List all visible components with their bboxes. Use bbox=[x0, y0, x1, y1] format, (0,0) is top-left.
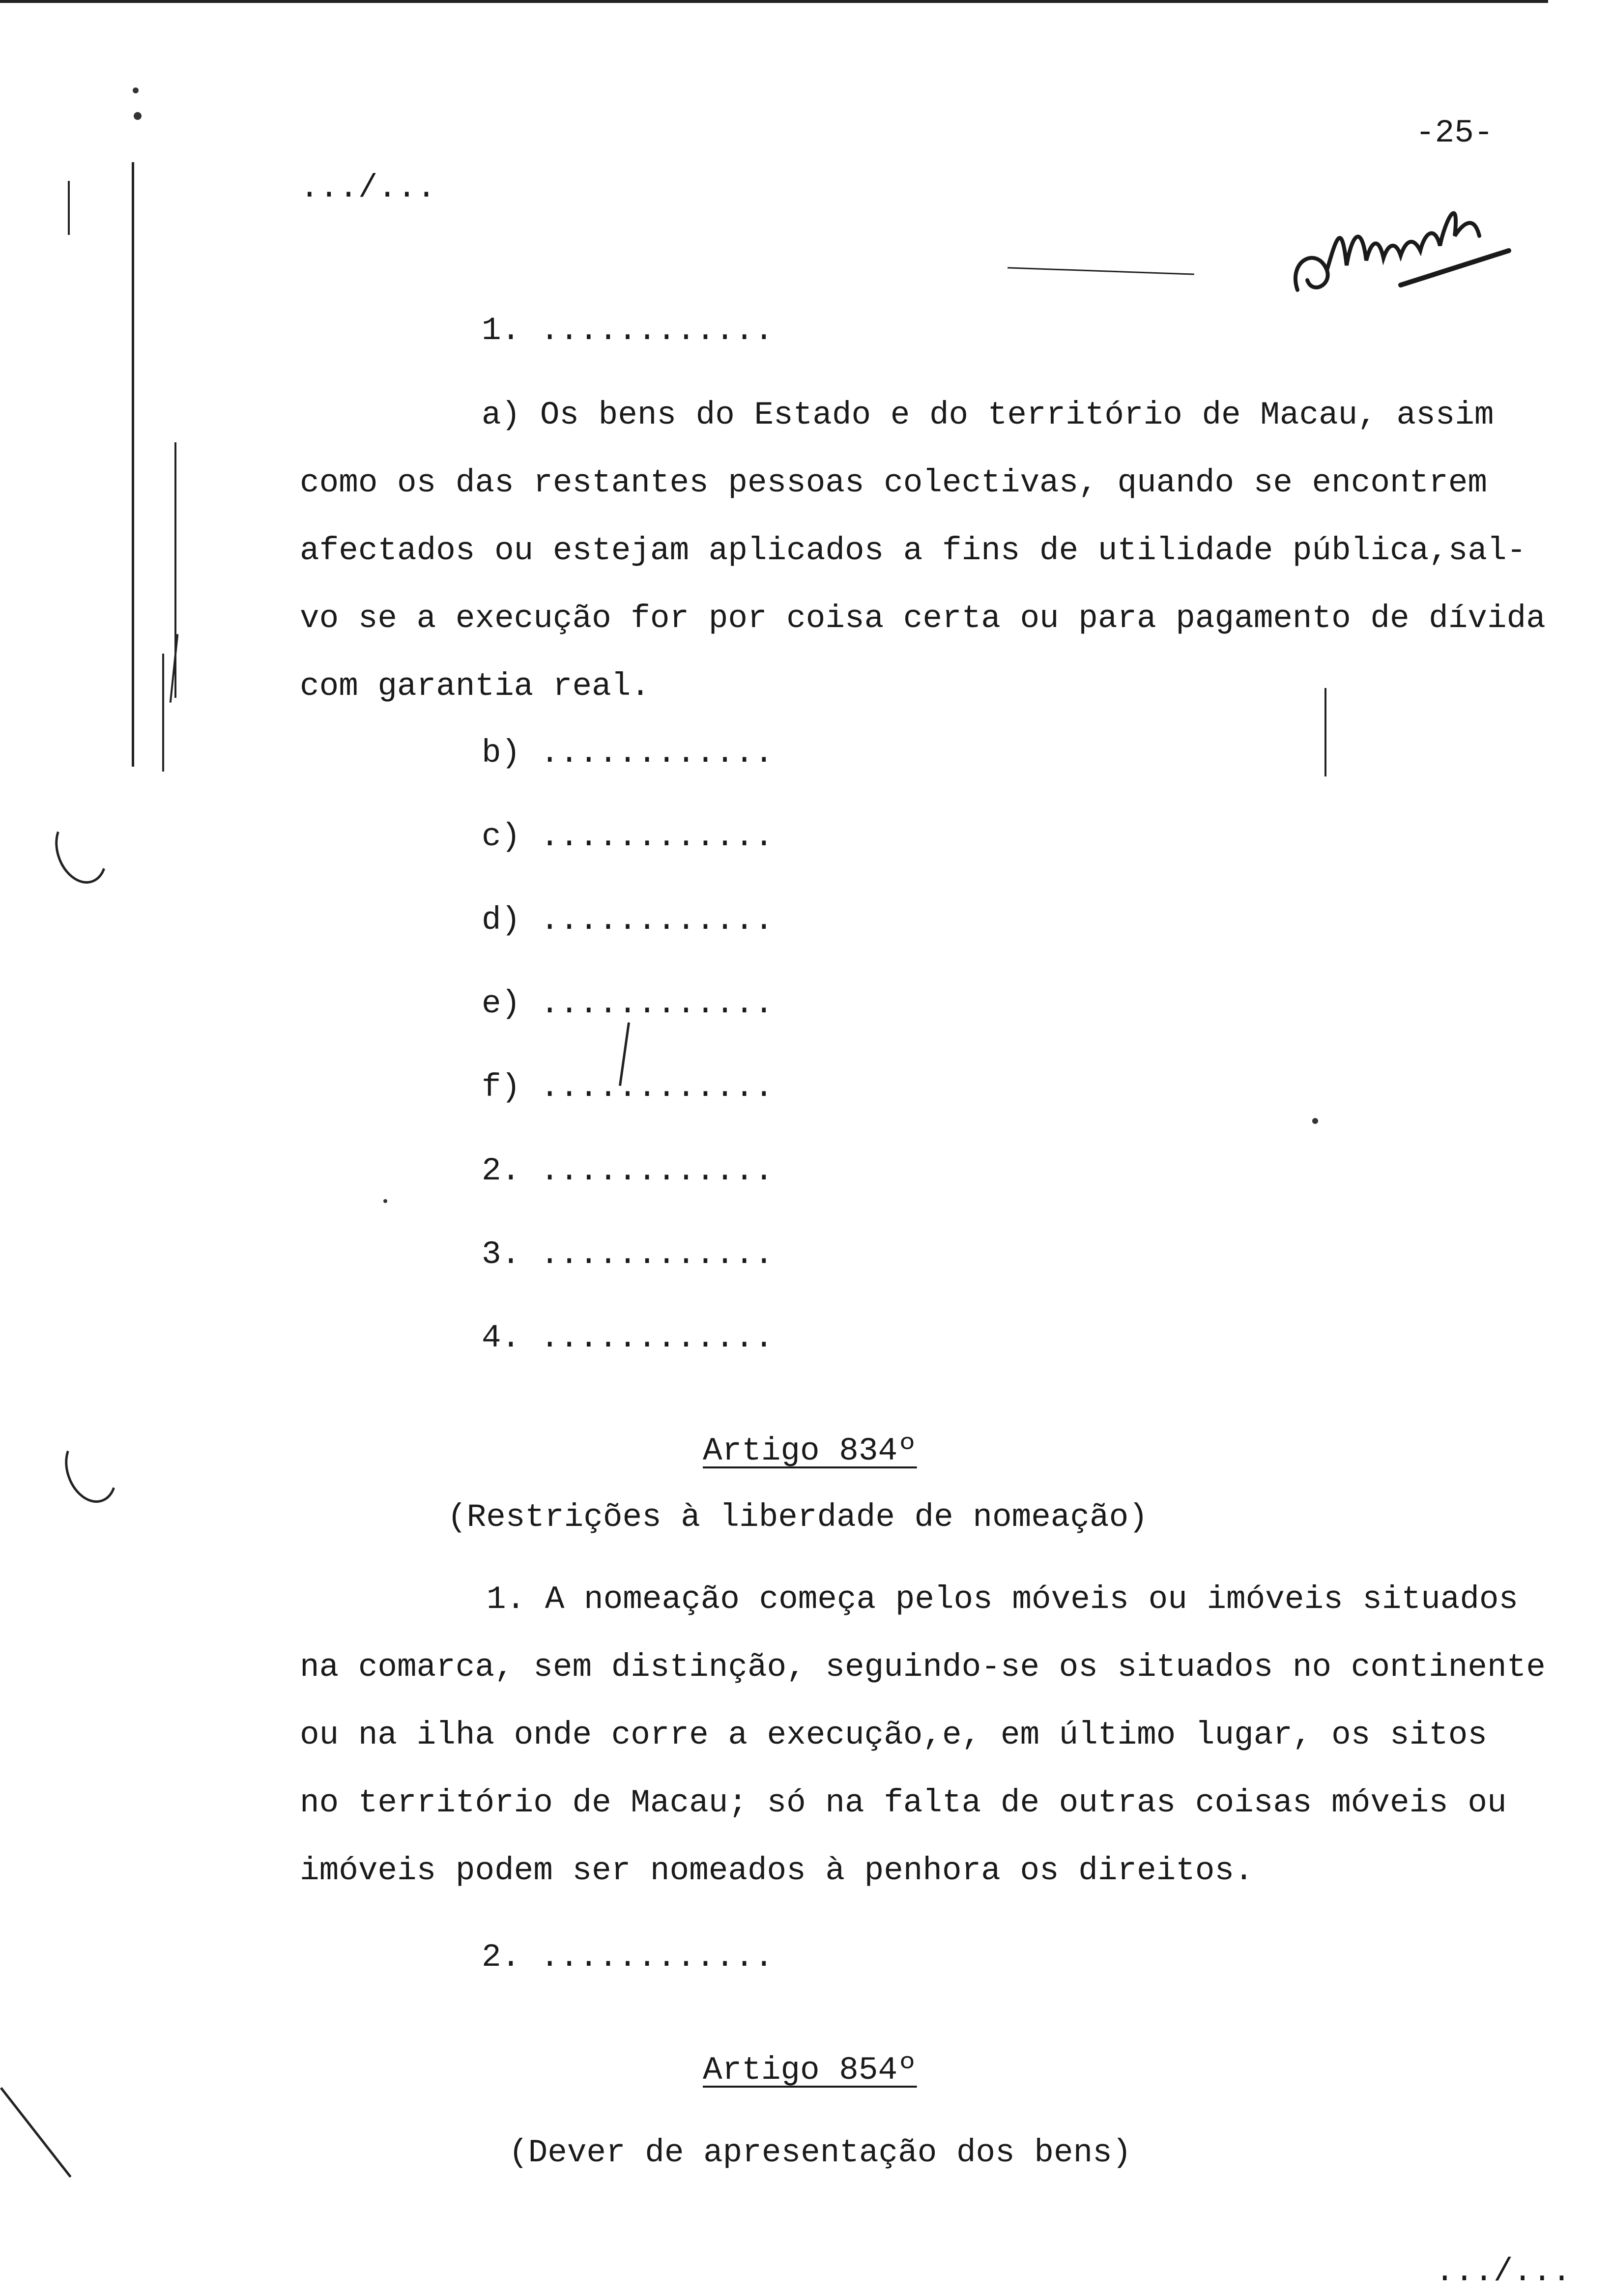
stray-line bbox=[1008, 267, 1194, 275]
item-2: 2. ............ bbox=[482, 1152, 774, 1189]
sub-item-c: c) ............ bbox=[482, 818, 774, 855]
margin-dot bbox=[134, 112, 142, 120]
article-854-subtitle: (Dever de apresentação dos bens) bbox=[509, 2134, 1132, 2171]
item-3: 3. ............ bbox=[482, 1236, 774, 1273]
page-number: -25- bbox=[1415, 115, 1494, 151]
item-a-line: como os das restantes pessoas colectivas, quando se encontrem bbox=[300, 464, 1487, 501]
article-834-subtitle: (Restrições à liberdade de nomeação) bbox=[447, 1499, 1148, 1536]
article-854-title: Artigo 854º bbox=[703, 2052, 917, 2089]
sub-item-d: d) ............ bbox=[482, 902, 774, 939]
margin-line bbox=[162, 654, 164, 772]
sub-item-f: f) ............ bbox=[482, 1069, 774, 1106]
signature-text: alll bbox=[1278, 162, 1279, 163]
corner-stroke bbox=[0, 2087, 72, 2178]
continuation-bottom: .../... bbox=[1435, 2253, 1572, 2290]
article-834-paragraph-line: na comarca, sem distinção, seguindo-se os situados no continente bbox=[300, 1649, 1546, 1686]
margin-dot bbox=[133, 87, 139, 93]
margin-line bbox=[132, 162, 134, 767]
sub-item-b: b) ............ bbox=[482, 735, 774, 772]
margin-dot bbox=[383, 1199, 387, 1203]
margin-dot bbox=[1312, 1118, 1318, 1124]
margin-line bbox=[170, 634, 179, 703]
punch-hole-mark bbox=[56, 1429, 126, 1510]
article-834-title: Artigo 834º bbox=[703, 1433, 917, 1469]
article-834-item-2: 2. ............ bbox=[482, 1939, 774, 1976]
article-834-paragraph-line: imóveis podem ser nomeados à penhora os direitos. bbox=[300, 1852, 1254, 1889]
item-a-line: vo se a execução for por coisa certa ou para pagamento de dívida bbox=[300, 600, 1546, 637]
punch-hole-mark bbox=[46, 809, 116, 891]
signature bbox=[1278, 162, 1524, 319]
item-a-first-line: a) Os bens do Estado e do território de Macau, assim bbox=[482, 397, 1494, 433]
top-border-line bbox=[0, 0, 1548, 3]
continuation-top: .../... bbox=[300, 170, 436, 206]
margin-line bbox=[1324, 688, 1326, 776]
article-834-paragraph-line: ou na ilha onde corre a execução,e, em último lugar, os sitos bbox=[300, 1717, 1487, 1753]
item-4: 4. ............ bbox=[482, 1320, 774, 1356]
margin-tick bbox=[68, 181, 70, 235]
item-1: 1. ............ bbox=[482, 312, 774, 349]
item-a-line: afectados ou estejam aplicados a fins de utilidade pública,sal- bbox=[300, 532, 1526, 569]
article-834-paragraph-line: no território de Macau; só na falta de outras coisas móveis ou bbox=[300, 1784, 1507, 1821]
article-834-paragraph-first: 1. A nomeação começa pelos móveis ou imóveis situados bbox=[487, 1581, 1519, 1618]
sub-item-e: e) ............ bbox=[482, 985, 774, 1022]
item-a-line: com garantia real. bbox=[300, 668, 650, 705]
